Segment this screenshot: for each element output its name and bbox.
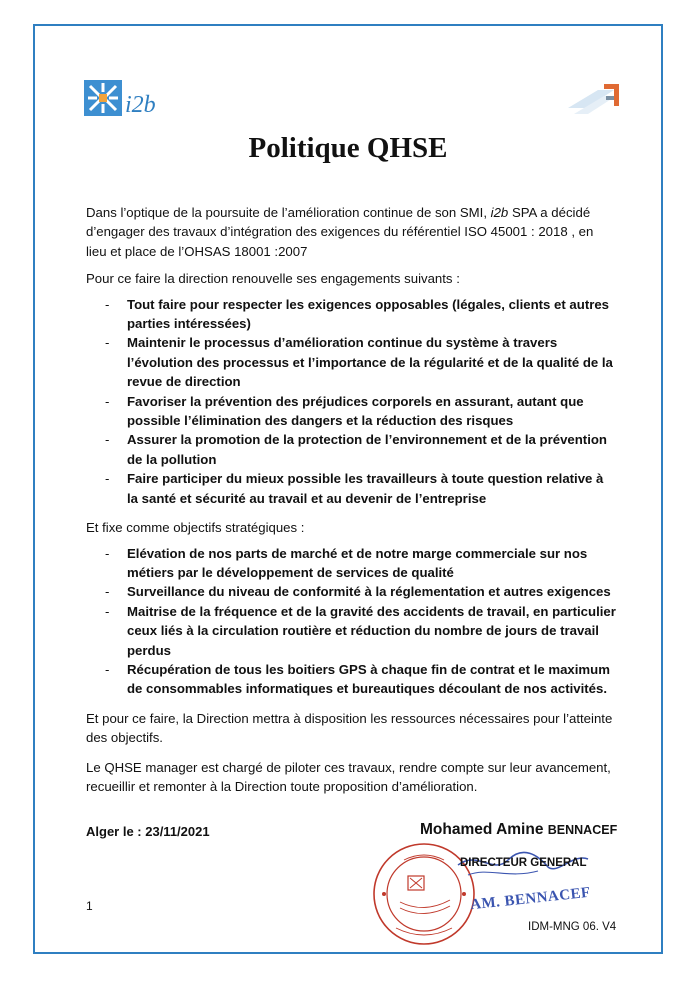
list-item: - Faire participer du mieux possible les travailleurs à toute question relative à la santé et sécurité au travail et au devenir de l’entreprise xyxy=(105,471,604,506)
list-item: - Elévation de nos parts de marché et de notre marge commerciale sur nos métiers par le développement de services de qualité xyxy=(105,545,588,580)
page-title: Politique QHSE xyxy=(248,132,448,164)
list-item: - Récupération de tous les boitiers GPS à chaque fin de contrat et le maximum de consommables informatiques et bureautiques découlant de nos activités. xyxy=(105,661,610,697)
logo-mark-icon xyxy=(84,80,122,116)
engagements-lead: Pour ce faire la direction renouvelle ses engagements suivants : xyxy=(86,271,460,287)
signatory-name: Mohamed Amine BENNACEF xyxy=(420,821,618,838)
policy-body xyxy=(86,203,616,796)
signatory-role: DIRECTEUR GENERAL xyxy=(460,857,587,869)
intro-paragraph: Dans l’optique de la poursuite de l’amélioration continue de son SMI, i2b SPA a décidé d’engager des travaux d’intégration des exigences du référentiel ISO 45001 : 2018 , en lieu et place de l’OHSAS 18001 :2007 xyxy=(86,205,594,259)
objectifs-lead: Et fixe comme objectifs stratégiques : xyxy=(86,520,305,536)
place-date: Alger le : 23/11/2021 xyxy=(86,824,210,839)
list-item: - Maintenir le processus d’amélioration continue du système à travers l’évolution des processus et l’importance de la régularité et de la qualité de la revue de direction xyxy=(105,335,613,390)
company-logo xyxy=(84,80,156,116)
list-item: - Tout faire pour respecter les exigences opposables (légales, clients et autres parties intéressées) xyxy=(105,296,610,332)
list-item: - Maitrise de la fréquence et de la gravité des accidents de travail, en particulier ceux liés à la circulation routière et réduction du nombre de jours de travail perdus xyxy=(105,603,616,658)
name-seal: AM. BENNACEF xyxy=(469,884,592,914)
page-number: 1 xyxy=(86,899,93,913)
secondary-logo-icon xyxy=(564,78,628,118)
resources-paragraph: Et pour ce faire, la Direction mettra à disposition les ressources nécessaires pour l’atteinte des objectifs. xyxy=(86,710,613,746)
objectifs-list xyxy=(86,544,616,699)
document-reference: IDM-MNG 06. V4 xyxy=(528,921,617,933)
list-item: - Surveillance du niveau de conformité à la réglementation et autres exigences xyxy=(105,584,611,600)
brand-name: i2b xyxy=(490,205,509,220)
logo-text: i2b xyxy=(125,92,156,118)
list-item: - Favoriser la prévention des préjudices corporels en assurant, autant que possible l’élimination des dangers et la réduction des risques xyxy=(105,393,584,429)
manager-paragraph: Le QHSE manager est chargé de piloter ces travaux, rendre compte sur leur avancement, recueillir et remonter à la Direction toute proposition d’amélioration. xyxy=(86,759,611,794)
list-item: - Assurer la promotion de la protection de l’environnement et de la prévention de la pollution xyxy=(105,432,607,467)
engagements-list xyxy=(86,295,616,508)
